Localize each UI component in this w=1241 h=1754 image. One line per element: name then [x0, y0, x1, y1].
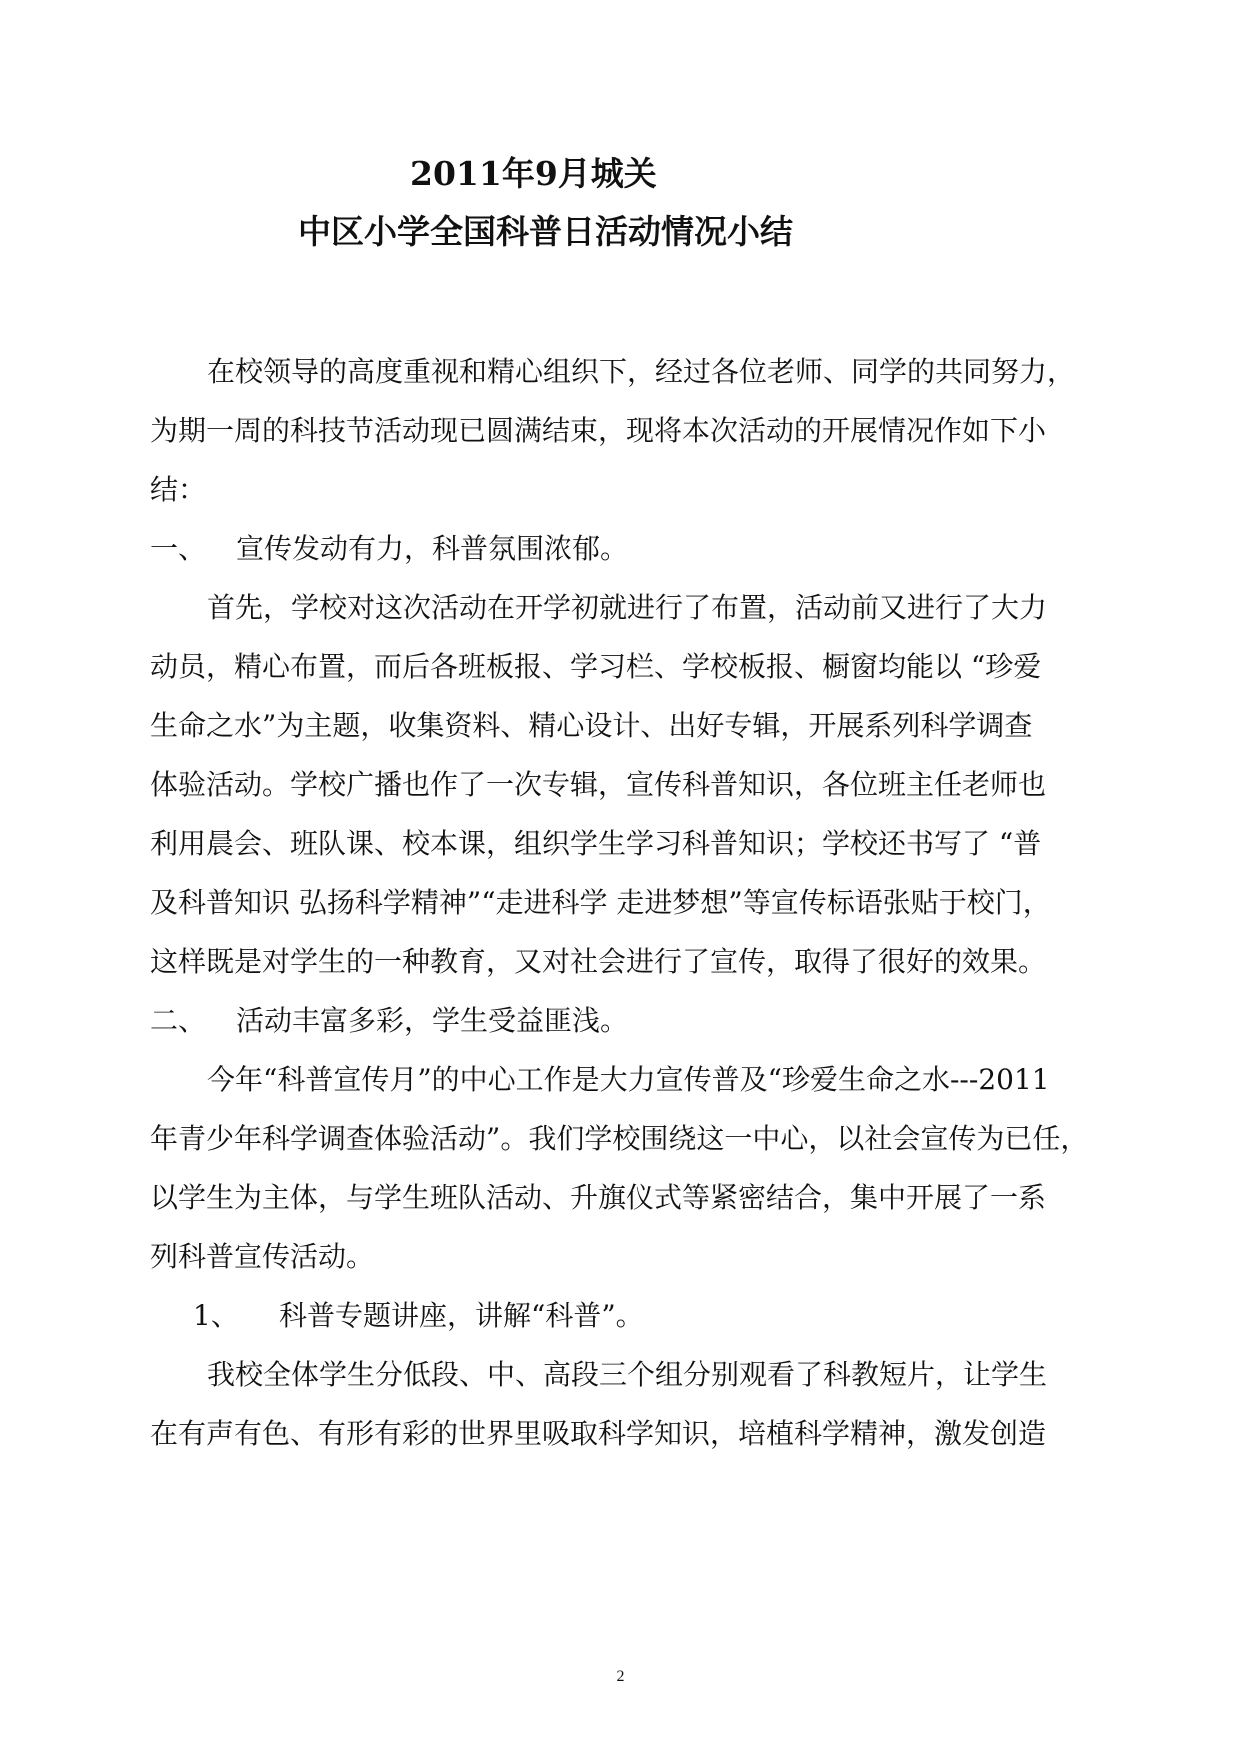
item1-number: 1、 [193, 1299, 239, 1332]
section1-line-4: 体验活动。学校广播也作了一次专辑，宣传科普知识，各位班主任老师也 [150, 768, 1047, 801]
section1-line-1: 首先，学校对这次活动在开学初就进行了布置，活动前又进行了大力 [207, 591, 1048, 624]
section2-title: 活动丰富多彩，学生受益匪浅。 [236, 1004, 629, 1037]
page-number: 2 [616, 1668, 625, 1685]
section2-line-4: 列科普宣传活动。 [150, 1240, 375, 1273]
section1-line-6: 及科普知识 弘扬科学精神”“走进科学 走进梦想”等宣传标语张贴于校门， [150, 886, 1051, 919]
section1-title: 宣传发动有力，科普氛围浓郁。 [236, 532, 629, 565]
section1-line-7: 这样既是对学生的一种教育，又对社会进行了宣传，取得了很好的效果。 [150, 945, 1047, 978]
item1-line-1: 我校全体学生分低段、中、高段三个组分别观看了科教短片，让学生 [207, 1358, 1048, 1391]
intro-line-3: 结： [150, 473, 207, 506]
section2-heading [150, 1004, 628, 1038]
section2-number: 二、 [150, 1004, 207, 1037]
item1-line-2: 在有声有色、有形有彩的世界里吸取科学知识，培植科学精神，激发创造 [150, 1417, 1047, 1450]
section2-line-2: 年青少年科学调查体验活动”。我们学校围绕这一中心，以社会宣传为已任， [150, 1122, 1089, 1155]
section1-line-5: 利用晨会、班队课、校本课，组织学生学习科普知识；学校还书写了 “普 [150, 827, 1042, 860]
section1-number: 一、 [150, 532, 207, 565]
section1-line-2: 动员，精心布置，而后各班板报、学习栏、学校板报、橱窗均能以 “珍爱 [150, 650, 1042, 683]
section2-line-3: 以学生为主体，与学生班队活动、升旗仪式等紧密结合，集中开展了一系 [150, 1181, 1047, 1214]
section1-line-3: 生命之水”为主题，收集资料、精心设计、出好专辑，开展系列科学调查 [150, 709, 1033, 742]
title-line-2: 中区小学全国科普日活动情况小结 [298, 212, 793, 251]
title-line-1: 2011年9月城关 [410, 154, 657, 193]
section1-heading [150, 532, 628, 566]
intro-line-2: 为期一周的科技节活动现已圆满结束，现将本次活动的开展情况作如下小 [150, 414, 1047, 447]
item1-heading [193, 1299, 644, 1333]
section2-line-1: 今年“科普宣传月”的中心工作是大力宣传普及“珍爱生命之水---2011 [207, 1063, 1050, 1096]
intro-line-1: 在校领导的高度重视和精心组织下，经过各位老师、同学的共同努力， [207, 355, 1076, 388]
item1-title: 科普专题讲座，讲解“科普”。 [279, 1299, 644, 1332]
